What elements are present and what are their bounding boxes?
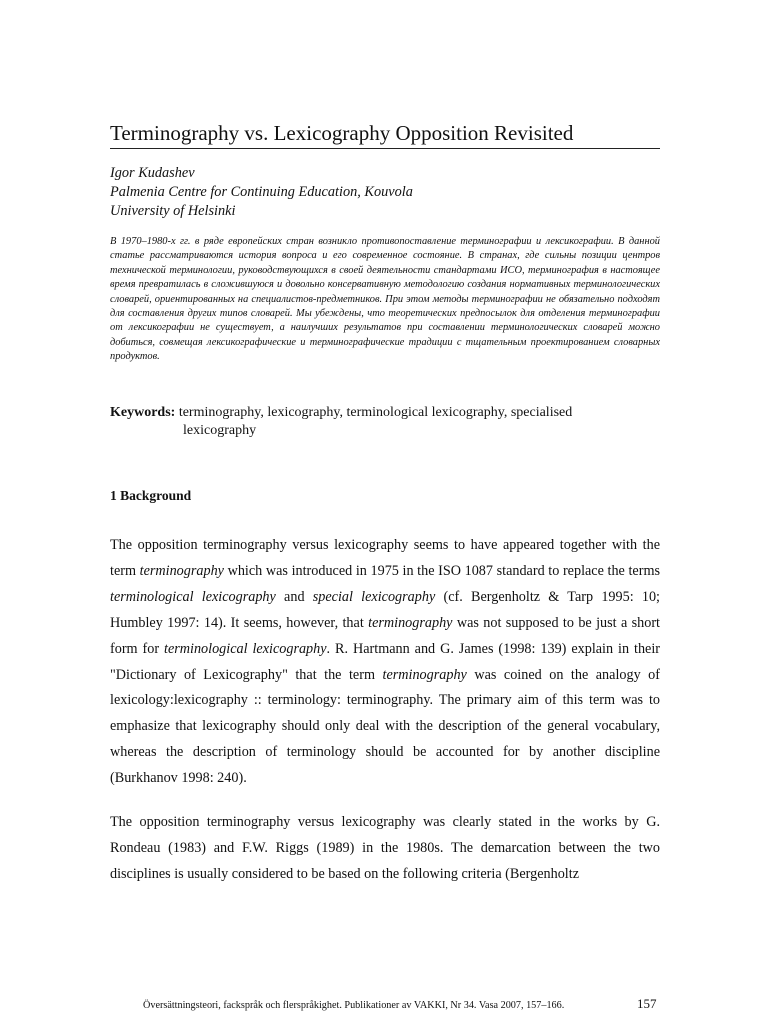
text-run: The opposition terminography versus lexicography seems to have appeared together with the term bbox=[110, 537, 660, 579]
keywords-list-continued: lexicography bbox=[183, 423, 257, 438]
author-block bbox=[110, 164, 660, 221]
keywords-label: Keywords: bbox=[110, 405, 176, 420]
body-paragraph-1 bbox=[110, 533, 660, 792]
italic-term: terminography bbox=[382, 666, 467, 683]
author-affiliation: Palmenia Centre for Continuing Education, Kouvola bbox=[110, 184, 413, 200]
italic-term: terminography bbox=[139, 562, 224, 579]
italic-term: terminological lexicography bbox=[164, 640, 327, 657]
footer-citation: Översättningsteori, fackspråk och flerspråkighet. Publikationer av VAKKI, Nr 34. Vasa 2007, 157–166. bbox=[143, 1000, 565, 1011]
italic-term: terminography bbox=[368, 614, 453, 631]
text-run: and bbox=[275, 588, 313, 605]
text-run: was not supposed to be just a short form for bbox=[110, 614, 660, 657]
paper-title: Terminography vs. Lexicography Opposition Revisited bbox=[110, 120, 660, 149]
text-run: (cf. Bergenholtz & Tarp 1995: 10; Humbley 1997: 14). It seems, however, that bbox=[110, 588, 660, 631]
body-paragraph-2: The opposition terminography versus lexicography was clearly stated in the works by G. Rondeau (1983) and F.W. Riggs (1989) in the 1980s. The demarcation between the two disciplines is usually considered to be based on the following criteria (Bergenholtz bbox=[110, 814, 660, 882]
keywords-list: terminography, lexicography, terminological lexicography, specialised bbox=[175, 405, 573, 420]
text-run: was coined on the analogy of lexicology:lexicography :: terminology: terminography. The primary aim of this term was to emphasize that lexicography should only deal with the description of the general vocabulary, whereas the description of terminology should be accounted for by another discipline (Burkhanov 1998: 240). bbox=[110, 666, 660, 787]
keywords bbox=[110, 404, 660, 440]
abstract: В 1970–1980-х гг. в ряде европейских стран возникло противопоставление терминографии и лексикографии. В данной статье рассматриваются история вопроса и его современное состояние. В странах, где сильны позиции центров технической терминологии, руководствующихся в своей деятельности стандартами ИСО, терминография в настоящее время превратилась в сложившуюся и довольно консервативную методологию создания нормативных терминологических словарей, ориентированных на специалистов-предметников. При этом методы терминографии не обязательно подходят для составления других типов словарей. Мы убеждены, что теоретических предпосылок для отделения терминографии от лексикографии не существует, а наилучших результатов при составлении терминологических словарей можно добиться, совмещая лексикографические и терминографические традиции с тщательным проектированием словарных продуктов. bbox=[110, 236, 660, 363]
page-number: 157 bbox=[637, 996, 657, 1011]
italic-term: special lexicography bbox=[312, 588, 436, 605]
author-university: University of Helsinki bbox=[110, 203, 236, 219]
section-heading: 1 Background bbox=[110, 488, 192, 503]
author-name: Igor Kudashev bbox=[110, 165, 195, 181]
text-run: . R. Hartmann and G. James (1998: 139) explain in their "Dictionary of Lexicography" that the term bbox=[110, 640, 660, 683]
text-run: which was introduced in 1975 in the ISO 1087 standard to replace the terms bbox=[223, 562, 660, 579]
italic-term: terminological lexicography bbox=[110, 588, 276, 605]
